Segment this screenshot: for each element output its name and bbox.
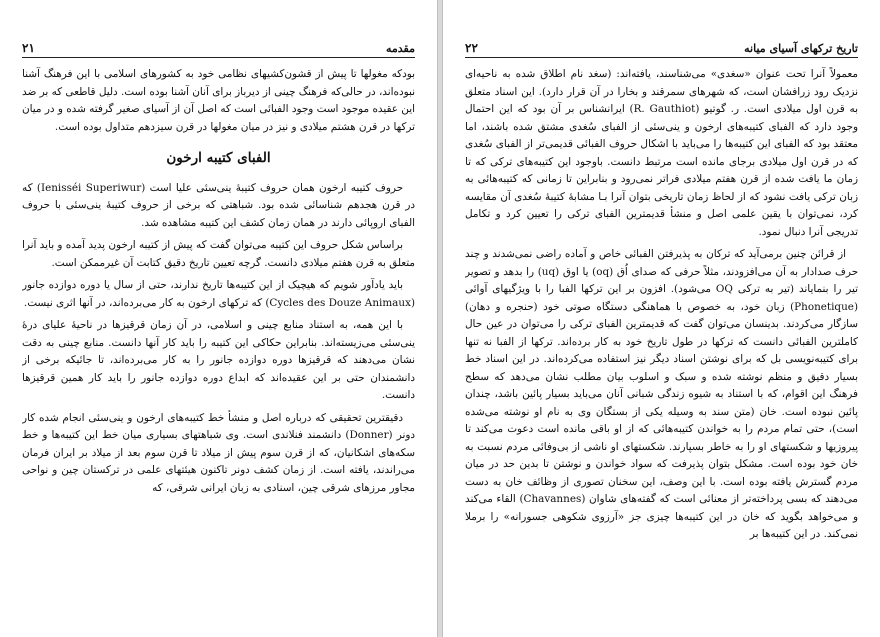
right-header-title: تاریخ ترکهای آسیای میانه — [744, 42, 858, 55]
right-page-number: ۲۲ — [465, 41, 478, 55]
left-header-title: مقدمه — [385, 42, 415, 55]
paragraph: حروف کتیبه ارخون همان حروف کتیبهٔ ینی‌سئی علیا است (Ienisséi Superiwur) که در قرن هجدهم شناسائی شده بود. شباهتی که برخی از حروف کتیبهٔ ینی‌سئی با حروف الفبای اروپائی دارند در همان زمان کشف این کتیبه مشاهده شد. — [22, 181, 415, 229]
paragraph: با این همه، به استناد منابع چینی و اسلامی، در آن زمان قرقیزها در ناحیهٔ علیای درهٔ ینی‌سئی می‌زیسته‌اند. بنابراین حکاکی این کتیبه را باید کار آنها دانست. منابع چینی به دقت نشان می‌دهند که قرقیزها دوره دوازده جانور را به کار می‌برده‌اند، تا جائیکه برخی از دانشمندان حتی بر این عقیده‌اند که ابداع دوره دوازده جانور را باید کار همین قرقیزها دانست. — [22, 319, 415, 401]
right-page-body — [465, 66, 858, 629]
paragraph: دقیقترین تحقیقی که درباره اصل و منشأ خط کتیبه‌های ارخون و ینی‌سئی انجام شده کار دونر (Donner) دانشمند فنلاندی است. وی شباهتهای بسیاری میان خط این کتیبه‌ها و خط سکه‌های اشکانیان، که از قرن سوم پیش از میلاد تا قرن سوم بعد از میلاد بر ایران فرمان می‌راندند، یافته است. از زمان کشف دونر تاکنون هیئتهای علمی در ترکستان چین و نواحی مجاور مرزهای شرقی چین، اسنادی به زبان ایرانی شرقی، که — [22, 411, 415, 494]
left-page-header — [22, 40, 415, 58]
left-page — [0, 0, 438, 637]
paragraph: بودکه مغولها تا پیش از قشون‌کشیهای نظامی خود به کشورهای اسلامی با این فرهنگ آشنا نبوده‌اند، در حالی‌که فرهنگ چینی از دیرباز برای آنان آشنا بوده است. دلیل قاطعی که بر ضد این عقیده موجود است وجود الفبائی است که اصل آن از آسیای صغیر گرفته شده و در میان ترکها در قرن هشتم میلادی و نیز در میان مغولها در قرن سیزدهم متداول بوده است. — [22, 68, 415, 133]
paragraph: از قرائن چنین برمی‌آید که ترکان به پذیرفتن الفبائی خاص و آماده راضی نمی‌شدند و چند حرف صدادار به آن می‌افزودند، مثلاً حرفی که صدای اُق (oq) یا اوق (uq) را بدهد و تصویر تیر را بنمایاند (تیر به ترکی OQ می‌شود). افزون بر این ترکها الفبا را با ویژگیهای آوائی (Phonetique) زبان خود، به خصوص با هماهنگی دستگاه صوتی خود (حنجره و دهان) سازگار می‌کردند. بدینسان می‌توان گفت که قدیمترین الفبای ترکی را می‌توان در عین حال کاملترین الفبائی دانست که ترکها در طول تاریخ خود به کار برده‌اند. ترکها از الفبا نه تنها برای کتیبه‌نویسی بل که برای نوشتن اسناد دیگر نیز استفاده می‌کرده‌اند. در این اسناد خط بسیار دقیق و منظم نوشته شده و سبک و اسلوب بیان مطلب نشان می‌دهد که سطح فرهنگ این اقوام، که با استناد به شیوه زندگی شبانی آنان می‌باید بسیار پائین باشد، چندان پائین نبوده است. خان (متن سند به وسیله یکی از بستگان وی به نام او نوشته می‌شده است)، حتی تمام مردم را به خواندن کتیبه‌هائی که از او باقی مانده است دعوت می‌کند تا پیروزیها و شکستهای او را به خاطر بسپارند. شکستهای او ناشی از بی‌وفائی مردم نسبت به خان خود بوده است. مشکل بتوان پذیرفت که سواد خواندن و نوشتن تا بدین حد در میان مردم گسترش یافته بوده است. با این وصف، این سخنان تصوری از وظائف خان به دست می‌دهند که بسی پرداخته‌تر از معنائی است که گفته‌های شاوان (Chavannes) القاء می‌کند و می‌خواهد بگوید که خان در این کتیبه‌ها چیزی جز «آرزوی شکوهی جسورانه» را برملا نمی‌کند. در این کتیبه‌ها بر — [465, 248, 858, 540]
paragraph: براساس شکل حروف این کتیبه می‌توان گفت که پیش از کتیبه ارخون پدید آمده و باید آنرا متعلق به قرن هفتم میلادی دانست. گرچه تعیین تاریخ دقیق کتابت آن غیرممکن است. — [22, 239, 415, 269]
left-page-number: ۲۱ — [22, 41, 35, 55]
right-page-header — [465, 40, 858, 58]
left-page-body — [22, 66, 415, 629]
paragraph: باید یادآور شویم که هیچیک از این کتیبه‌ها تاریخ ندارند، حتی از سال یا دوره دوازده جانور (Cycles des Douze Animaux) که ترکهای ارخون به کار می‌برده‌اند، در آنها اثری نیست. — [22, 279, 415, 309]
paragraph: معمولاً آنرا تحت عنوان «سغدی» می‌شناسند، یافته‌اند: (سغد نام اطلاق شده به ناحیه‌ای نزدیک رود زرافشان است، که شهرهای سمرقند و بخارا در آن قرار دارد). این اسناد متعلق به قرن اول میلادی است. ر. گوتیو (R. Gauthiot) ایرانشناس بر آن بود که این احتمال وجود دارد که الفبای کتیبه‌های ارخون و ینی‌سئی از الفبای سُغدی مشتق شده باشند، اما معتقد بود که الفبای این کتیبه‌ها را می‌باید با اشکال حروف الفبائی قدیمی‌تر از الفبای سُغدی که در قرن اول میلادی برجای مانده است مرتبط دانست. باوجود این کتیبه‌های ترکی که تا زمان ما یافت شده از قرن هفتم میلادی فراتر نمی‌رود و بنابراین تا زمانی که کتیبه‌هائی به زبان ترکی یافت نشود که از لحاظ زمان تاریخی بتوان آنرا بـا مشابهٔ کتیبهٔ سُغدی آن مقایسه کرد، نمی‌توان با یقین علمی اصل و منشأ قدیمترین الفبای ترکی را تعیین کرد و تکامل تدریجی آنرا دنبال نمود. — [465, 68, 858, 238]
section-title: الفبای کتیبه ارخون — [166, 150, 271, 166]
right-page — [442, 0, 880, 637]
